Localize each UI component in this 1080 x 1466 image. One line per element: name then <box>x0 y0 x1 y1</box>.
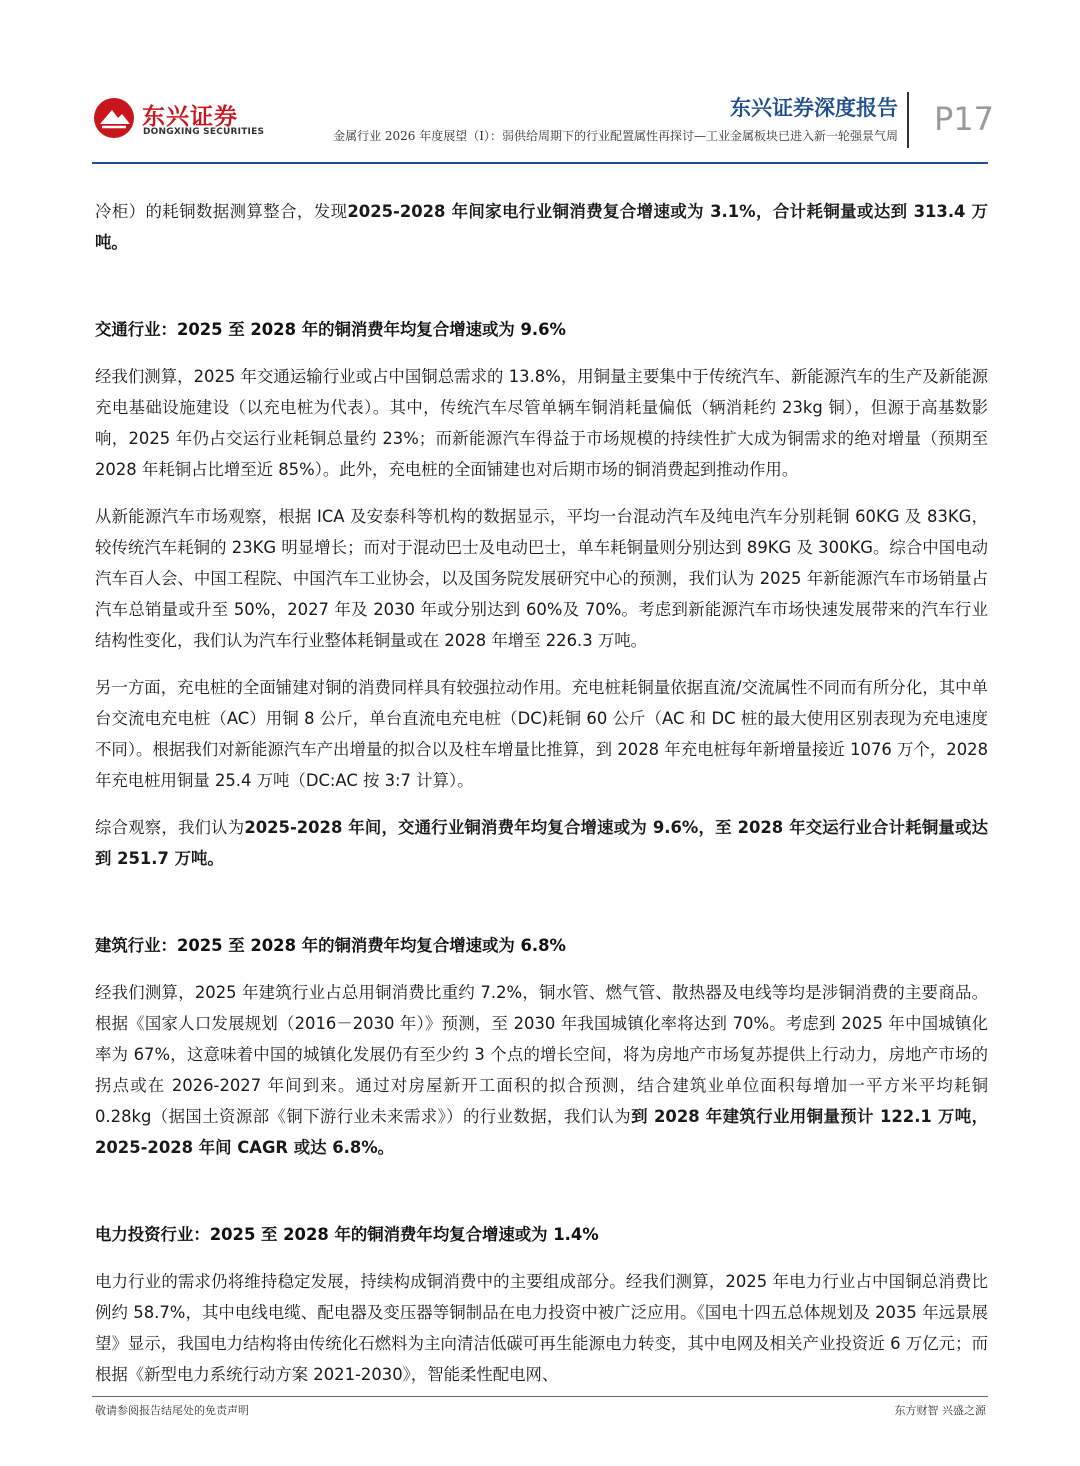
paragraph-highlight: 到 2028 年建筑行业用铜量预计 122.1 万吨，2025-2028 年间 CAGR 或达 6.8%。 <box>95 1107 988 1157</box>
header-divider <box>907 92 909 148</box>
paragraph-power-1: 电力行业的需求仍将维持稳定发展，持续构成铜消费中的主要组成部分。经我们测算，2025 年电力行业占中国铜总消费比例约 58.7%，其中电线电缆、配电器及变压器等铜制品在电力投资中被广泛应用。《国电十四五总体规划及 2035 年远景展望》显示，我国电力结构将由传统化石燃料为主向清洁低碳可再生能源电力转变，其中电网及相关产业投资近 6 万亿元；而根据《新型电力系统行动方案 2021-2030》，智能柔性配电网、 <box>95 1272 988 1384</box>
paragraph-text: 经我们测算，2025 年建筑行业占总用铜消费比重约 7.2%，铜水管、燃气管、散热器及电线等均是涉铜消费的主要商品。根据《国家人口发展规划（2016－2030 年）》预测，至 2030 年我国城镇化率将达到 70%。考虑到 2025 年中国城镇化率为 67%，这意味着中国的城镇化发展仍有至少约 3 个点的增长空间，将为房地产市场复苏提供上行动力，房地产市场的拐点或在 2026-2027 年间到来。通过对房屋新开工面积的拟合预测，结合建筑业单位面积每增加一平方米平均耗铜 0.28kg（据国土资源部《铜下游行业未来需求》）的行业数据，我们认为 <box>95 983 988 1126</box>
report-subtitle: 金属行业 2026 年度展望（Ⅰ）：弱供给周期下的行业配置属性再探讨—工业金属板块已进入新一轮强景气周 <box>333 129 898 143</box>
paragraph-construction-1 <box>95 977 988 1163</box>
paragraph-transport-1: 经我们测算，2025 年交通运输行业或占中国铜总需求的 13.8%，用铜量主要集中于传统汽车、新能源汽车的生产及新能源充电基础设施建设（以充电桩为代表）。其中，传统汽车尽管单辆车铜消耗量偏低（辆消耗约 23kg 铜），但源于高基数影响，2025 年仍占交运行业耗铜总量约 23%；而新能源汽车得益于市场规模的持续性扩大成为铜需求的绝对增量（预期至 2028 年耗铜占比增至近 85%）。此外，充电桩的全面铺建也对后期市场的铜消费起到推动作用。 <box>95 367 988 479</box>
page-number: P17 <box>934 100 995 138</box>
report-type-title: 东兴证券深度报告 <box>730 96 898 120</box>
logo-text-en: DONGXING SECURITIES <box>143 127 265 137</box>
section-title-transport: 交通行业：2025 至 2028 年的铜消费年均复合增速或为 9.6% <box>95 320 566 339</box>
section-title-construction: 建筑行业：2025 至 2028 年的铜消费年均复合增速或为 6.8% <box>95 936 566 955</box>
logo-text-cn: 东兴证券 <box>142 104 238 130</box>
footer-rule <box>92 1396 988 1397</box>
footer-slogan: 东方财智 兴盛之源 <box>894 1404 986 1417</box>
section-gap <box>95 274 988 314</box>
paragraph-highlight: 2025-2028 年间家电行业铜消费复合增速或为 3.1%，合计耗铜量或达到 313.4 万吨。 <box>95 202 988 252</box>
report-body <box>95 196 988 1406</box>
header-rule <box>92 162 988 164</box>
section-title-power: 电力投资行业：2025 至 2028 年的铜消费年均复合增速或为 1.4% <box>95 1225 599 1244</box>
section-gap <box>95 890 988 930</box>
paragraph-transport-2: 从新能源汽车市场观察，根据 ICA 及安泰科等机构的数据显示，平均一台混动汽车及纯电汽车分别耗铜 60KG 及 83KG，较传统汽车耗铜的 23KG 明显增长；而对于混动巴士及电动巴士，单车耗铜量则分别达到 89KG 及 300KG。综合中国电动汽车百人会、中国工程院、中国汽车工业协会，以及国务院发展研究中心的预测，我们认为 2025 年新能源汽车市场销量占汽车总销量或升至 50%，2027 年及 2030 年或分别达到 60%及 70%。考虑到新能源汽车市场快速发展带来的汽车行业结构性变化，我们认为汽车行业整体耗铜量或在 2028 年增至 226.3 万吨。 <box>95 507 988 650</box>
paragraph-text: 综合观察，我们认为 <box>95 818 245 837</box>
footer-disclaimer-note: 敬请参阅报告结尾处的免责声明 <box>95 1404 249 1417</box>
paragraph-text: 冷柜）的耗铜数据测算整合，发现 <box>95 202 348 221</box>
section-gap <box>95 1179 988 1219</box>
paragraph-transport-3: 另一方面，充电桩的全面铺建对铜的消费同样具有较强拉动作用。充电桩耗铜量依据直流/交流属性不同而有所分化，其中单台交流电充电桩（AC）用铜 8 公斤，单台直流电充电桩（DC)耗铜 60 公斤（AC 和 DC 桩的最大使用区别表现为充电速度不同）。根据我们对新能源汽车产出增量的拟合以及柱车增量比推算，到 2028 年充电桩每年新增量接近 1076 万个，2028 年充电桩用铜量 25.4 万吨（DC:AC 按 3:7 计算）。 <box>95 678 988 790</box>
logo-emblem-icon <box>92 96 136 140</box>
company-logo <box>92 96 265 144</box>
paragraph-highlight: 2025-2028 年间，交通行业铜消费年均复合增速或为 9.6%，至 2028 年交运行业合计耗铜量或达到 251.7 万吨。 <box>95 818 988 868</box>
paragraph-appliance-summary <box>95 196 988 258</box>
paragraph-transport-4 <box>95 812 988 874</box>
page-header <box>0 0 1080 170</box>
